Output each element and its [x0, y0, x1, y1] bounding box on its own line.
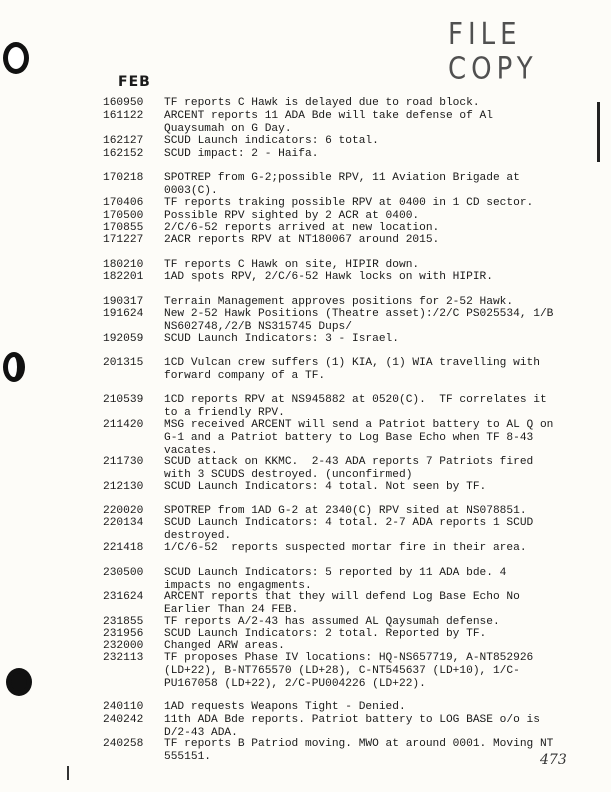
entry-text: 1/C/6-52 reports suspected mortar fire in their area.: [164, 542, 527, 554]
entry-time: 230500: [103, 567, 144, 579]
entry-time: 192059: [103, 333, 144, 345]
entry-time: 170218: [103, 172, 144, 184]
entry-text: 1CD reports RPV at NS945882 at 0520(C). TF correlates it to a friendly RPV.: [164, 394, 547, 419]
entry-time: 162152: [103, 148, 144, 160]
entry-time: 211730: [103, 456, 144, 468]
entry-time: 170500: [103, 210, 144, 222]
entry-time: 211420: [103, 419, 144, 431]
entry-text: SPOTREP from 1AD G-2 at 2340(C) RPV sited at NS078851.: [164, 505, 527, 517]
entry-text: ARCENT reports 11 ADA Bde will take defense of Al Quaysumah on G Day.: [164, 110, 493, 135]
entry-text: 11th ADA Bde reports. Patriot battery to LOG BASE o/o is D/2-43 ADA.: [164, 714, 540, 739]
entry-time: 231624: [103, 591, 144, 603]
entry-time: 240242: [103, 714, 144, 726]
entry-time: 220020: [103, 505, 144, 517]
entry-time: 160950: [103, 97, 144, 109]
entry-text: TF reports C Hawk is delayed due to road block.: [164, 97, 480, 109]
entry-time: 162127: [103, 135, 144, 147]
entry-text: 1CD Vulcan crew suffers (1) KIA, (1) WIA travelling with forward company of a TF.: [164, 357, 540, 382]
entry-text: Changed ARW areas.: [164, 640, 285, 652]
entry-text: 2/C/6-52 reports arrived at new location.: [164, 222, 440, 234]
entry-text: TF reports traking possible RPV at 0400 in 1 CD sector.: [164, 197, 534, 209]
entry-time: 190317: [103, 296, 144, 308]
entry-text: SCUD impact: 2 - Haifa.: [164, 148, 319, 160]
entry-text: New 2-52 Hawk Positions (Theatre asset):/2/C PS025534, 1/B NS602748,/2/B NS315745 Dups/: [164, 308, 554, 333]
entry-text: SCUD Launch indicators: 6 total.: [164, 135, 379, 147]
punch-hole-middle: [3, 352, 25, 382]
entry-text: TF proposes Phase IV locations: HQ-NS657719, A-NT852926 (LD+22), B-NT765570 (LD+28), C-NT545637 (LD+10), 1/C- PU167058 (LD+22), 2/C-PU004226 (LD+22).: [164, 652, 534, 690]
entry-time: 210539: [103, 394, 144, 406]
entry-time: 171227: [103, 234, 144, 246]
entry-time: 180210: [103, 259, 144, 271]
entry-time: 232000: [103, 640, 144, 652]
entry-text: SCUD Launch Indicators: 3 - Israel.: [164, 333, 399, 345]
entry-text: Possible RPV sighted by 2 ACR at 0400.: [164, 210, 420, 222]
entry-time: 182201: [103, 271, 144, 283]
entry-time: 231956: [103, 628, 144, 640]
entry-time: 221418: [103, 542, 144, 554]
entry-text: TF reports B Patriod moving. MWO at around 0001. Moving NT 555151.: [164, 738, 554, 763]
entry-time: 240258: [103, 738, 144, 750]
entry-text: SCUD attack on KKMC. 2-43 ADA reports 7 Patriots fired with 3 SCUDS destroyed. (unconfirmed): [164, 456, 534, 481]
entry-time: 231855: [103, 616, 144, 628]
entry-text: SCUD Launch Indicators: 4 total. Not seen by TF.: [164, 481, 487, 493]
entry-time: 201315: [103, 357, 144, 369]
entry-text: MSG received ARCENT will send a Patriot battery to AL Q on G-1 and a Patriot battery to Log Base Echo when TF 8-43 vacates.: [164, 419, 554, 457]
entry-text: SCUD Launch Indicators: 5 reported by 11 ADA bde. 4 impacts no engagments.: [164, 567, 507, 592]
entry-text: SCUD Launch Indicators: 4 total. 2-7 ADA reports 1 SCUD destroyed.: [164, 517, 534, 542]
punch-hole-top: [3, 42, 29, 74]
file-copy-stamp: FILE COPY: [448, 17, 538, 87]
margin-tick: [67, 766, 69, 780]
punch-hole-bottom: [6, 668, 32, 696]
entry-text: ARCENT reports that they will defend Log Base Echo No Earlier Than 24 FEB.: [164, 591, 520, 616]
entry-text: Terrain Management approves positions for 2-52 Hawk.: [164, 296, 514, 308]
entry-time: 232113: [103, 652, 144, 664]
margin-mark: [597, 102, 600, 162]
entry-text: 1AD spots RPV, 2/C/6-52 Hawk locks on with HIPIR.: [164, 271, 493, 283]
entry-time: 212130: [103, 481, 144, 493]
entry-time: 170855: [103, 222, 144, 234]
entry-text: SCUD Launch Indicators: 2 total. Reported by TF.: [164, 628, 487, 640]
entry-time: 220134: [103, 517, 144, 529]
entry-text: 2ACR reports RPV at NT180067 around 2015.: [164, 234, 440, 246]
month-heading: FEB: [118, 74, 151, 90]
entry-text: TF reports C Hawk on site, HIPIR down.: [164, 259, 420, 271]
page-number: 473: [540, 752, 567, 768]
entry-text: SPOTREP from G-2;possible RPV, 11 Aviation Brigade at 0003(C).: [164, 172, 520, 197]
entry-text: TF reports A/2-43 has assumed AL Qaysumah defense.: [164, 616, 500, 628]
entry-time: 161122: [103, 110, 144, 122]
entry-time: 240110: [103, 701, 144, 713]
entry-text: 1AD requests Weapons Tight - Denied.: [164, 701, 406, 713]
entry-time: 191624: [103, 308, 144, 320]
entry-time: 170406: [103, 197, 144, 209]
